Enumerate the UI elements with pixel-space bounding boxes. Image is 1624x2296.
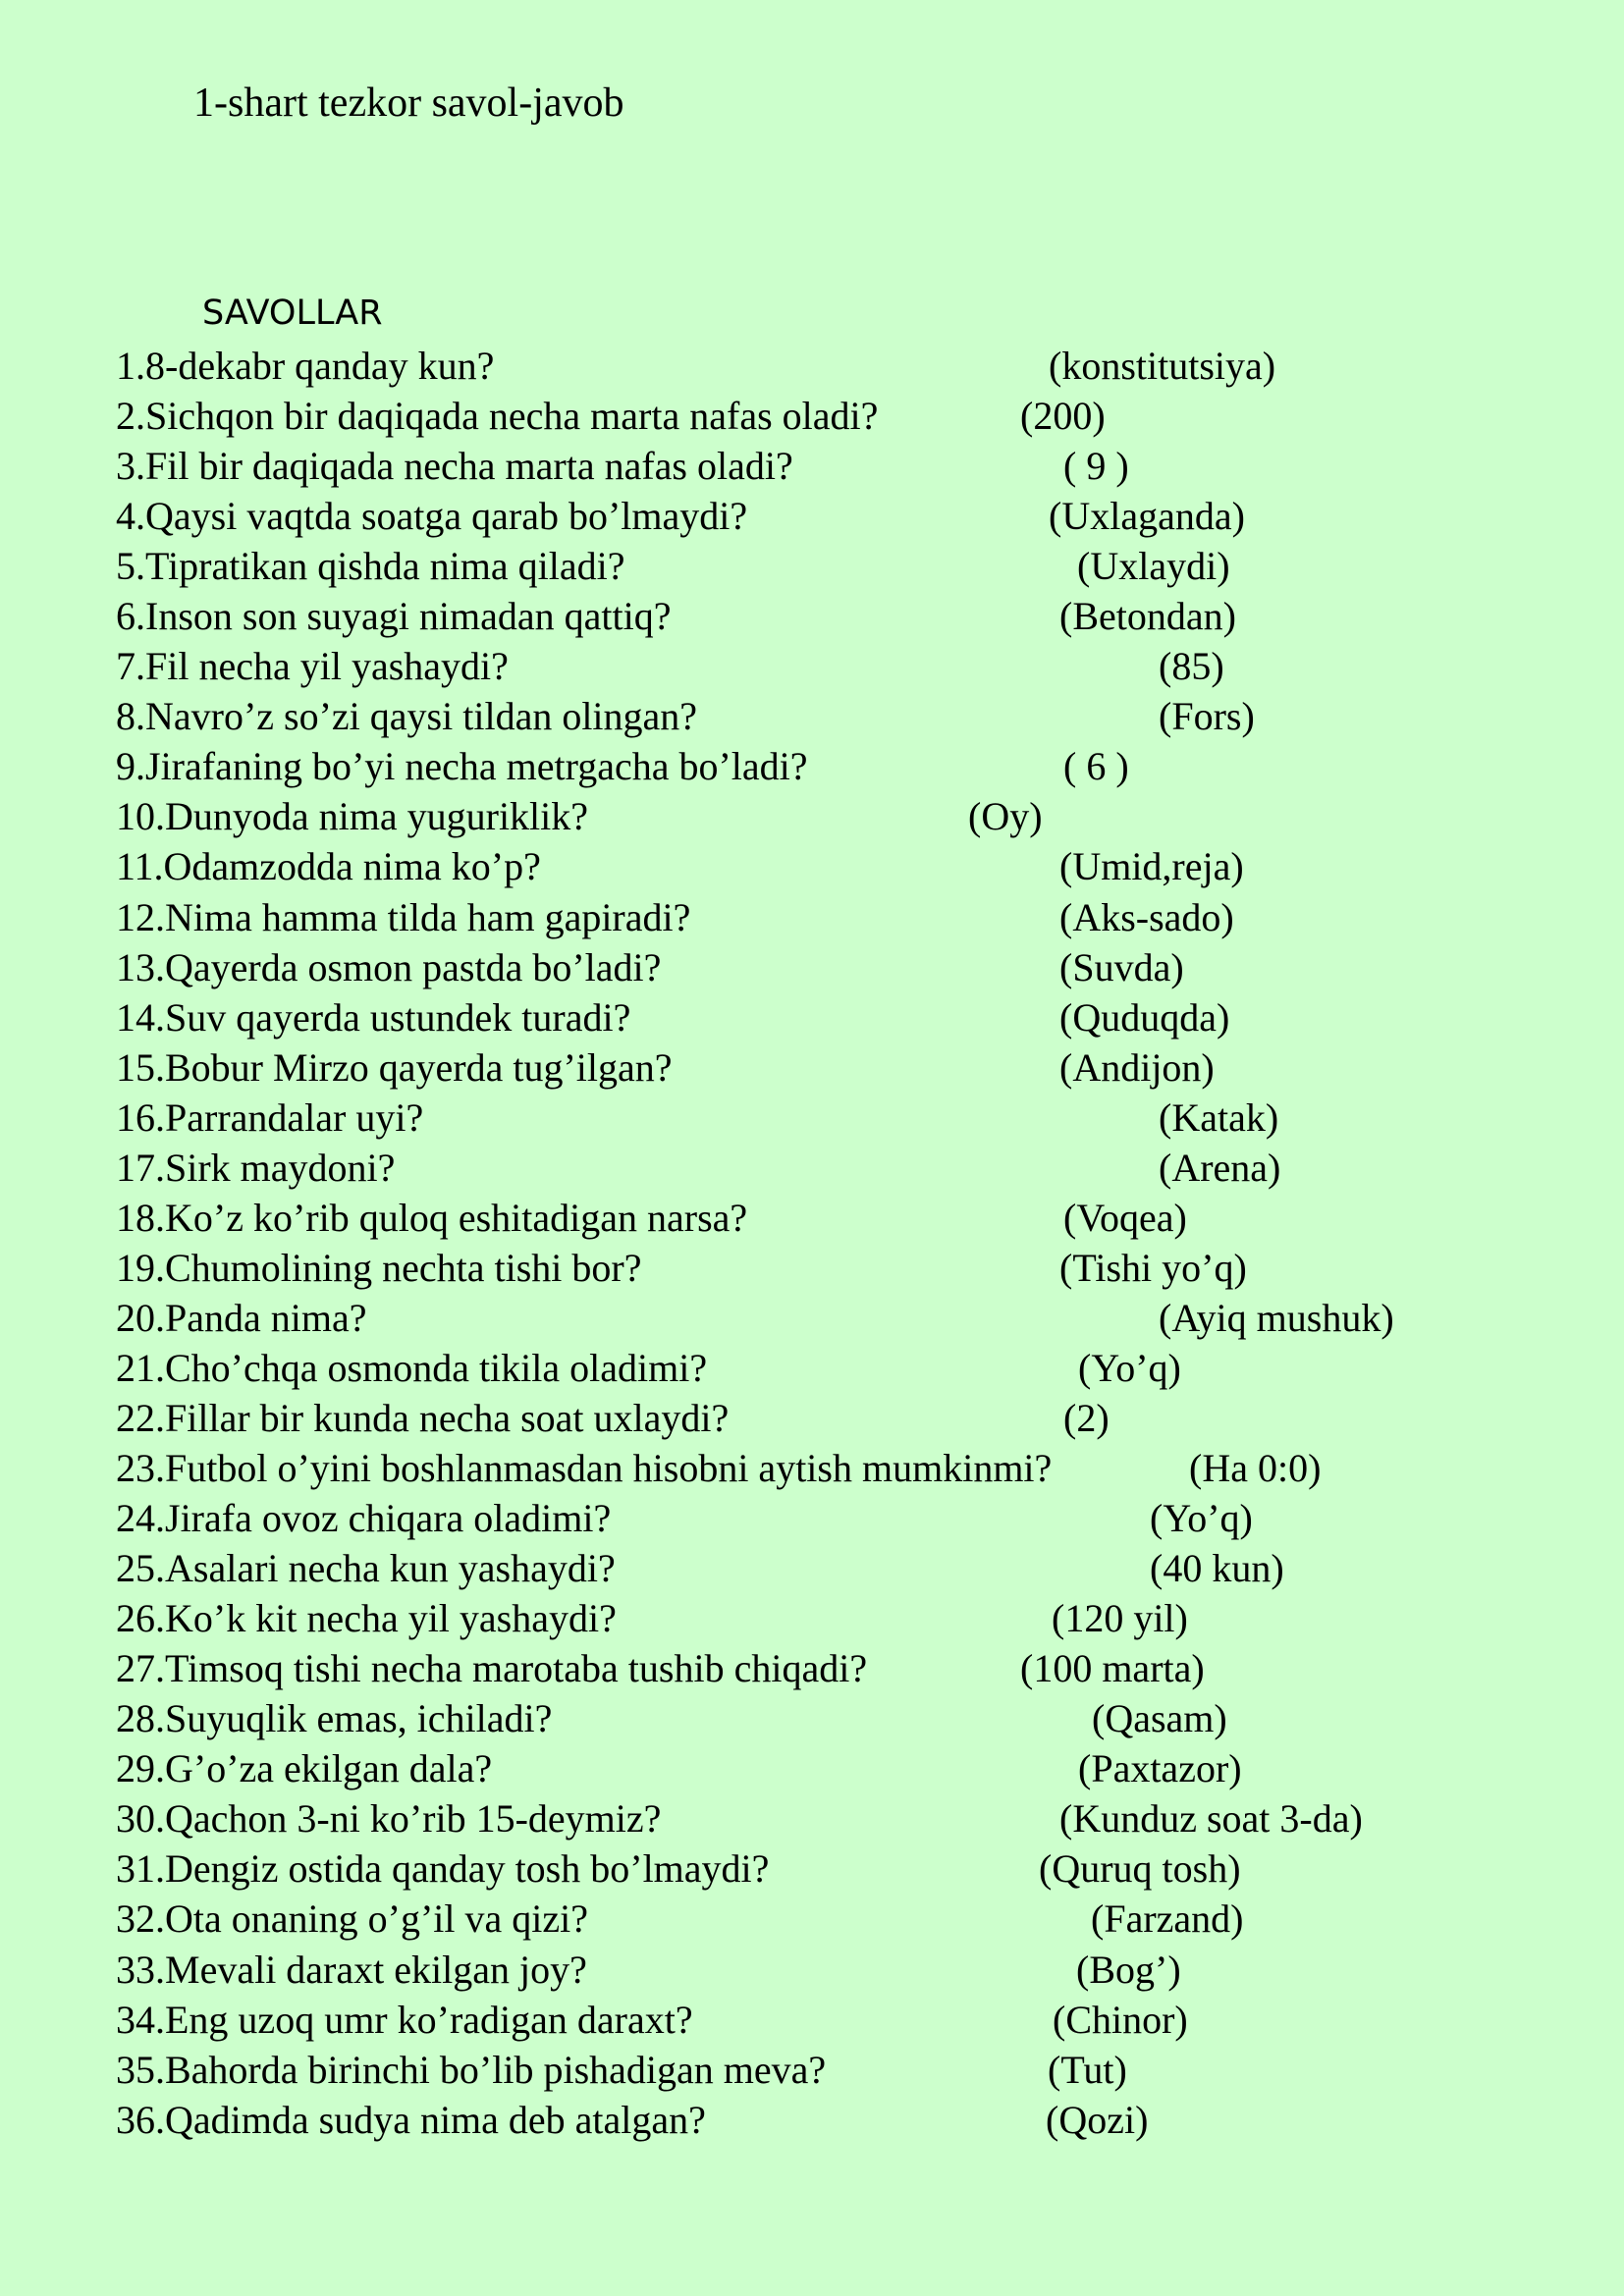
answer-text: (Arena) [1159, 1145, 1281, 1190]
list-item [116, 741, 1510, 791]
list-item [116, 992, 1510, 1042]
answer-text: (Uxlaydi) [1077, 544, 1230, 589]
question-text: 33.Mevali daraxt ekilgan joy? [116, 1947, 587, 1992]
list-item [116, 441, 1510, 491]
answer-text: ( 9 ) [1063, 444, 1129, 489]
list-item [116, 1693, 1510, 1743]
answer-text: (Fors) [1159, 694, 1255, 739]
list-item [116, 1443, 1510, 1493]
question-text: 8.Navro’z so’zi qaysi tildan olingan? [116, 694, 698, 739]
question-text: 6.Inson son suyagi nimadan qattiq? [116, 594, 672, 639]
question-text: 13.Qayerda osmon pastda bo’ladi? [116, 944, 662, 989]
list-item [116, 1593, 1510, 1643]
answer-text: (Paxtazor) [1078, 1746, 1242, 1791]
question-text: 17.Sirk maydoni? [116, 1145, 396, 1190]
question-text: 1.8-dekabr qanday kun? [116, 344, 495, 388]
question-text: 18.Ko’z ko’rib quloq eshitadigan narsa? [116, 1195, 748, 1240]
question-text: 3.Fil bir daqiqada necha marta nafas oladi? [116, 444, 793, 489]
answer-text: (Kunduz soat 3-da) [1059, 1796, 1363, 1842]
list-item [116, 892, 1510, 942]
question-text: 14.Suv qayerda ustundek turadi? [116, 994, 631, 1040]
question-text: 15.Bobur Mirzo qayerda tug’ilgan? [116, 1044, 673, 1090]
question-text: 35.Bahorda birinchi bo’lib pishadigan meva? [116, 2047, 827, 2092]
list-item [116, 1643, 1510, 1693]
question-text: 21.Cho’chqa osmonda tikila oladimi? [116, 1345, 708, 1390]
question-list [116, 341, 1510, 2145]
question-text: 27.Timsoq tishi necha marotaba tushib chiqadi? [116, 1646, 868, 1691]
question-text: 28.Suyuqlik emas, ichiladi? [116, 1696, 553, 1741]
answer-text: (Umid,reja) [1059, 844, 1244, 889]
answer-text: (Yo’q) [1150, 1496, 1253, 1541]
question-text: 10.Dunyoda nima yuguriklik? [116, 794, 589, 839]
answer-text: (Ha 0:0) [1189, 1446, 1322, 1491]
list-item [116, 591, 1510, 641]
list-item [116, 1042, 1510, 1093]
question-text: 31.Dengiz ostida qanday tosh bo’lmaydi? [116, 1846, 770, 1892]
answer-text: (Betondan) [1059, 594, 1236, 639]
question-text: 36.Qadimda sudya nima deb atalgan? [116, 2097, 706, 2142]
answer-text: (Farzand) [1091, 1896, 1244, 1942]
question-text: 7.Fil necha yil yashaydi? [116, 644, 509, 689]
question-text: 32.Ota onaning o’g’il va qizi? [116, 1896, 588, 1942]
list-item [116, 1393, 1510, 1443]
answer-text: (Tut) [1048, 2047, 1127, 2092]
list-item [116, 1995, 1510, 2045]
list-item [116, 942, 1510, 992]
answer-text: (Ayiq mushuk) [1159, 1295, 1394, 1340]
list-item [116, 841, 1510, 891]
answer-text: (Quruq tosh) [1039, 1846, 1241, 1892]
answer-text: (Aks-sado) [1059, 894, 1234, 939]
list-item [116, 2045, 1510, 2095]
question-text: 11.Odamzodda nima ko’p? [116, 844, 541, 889]
list-item [116, 391, 1510, 441]
question-text: 24.Jirafa ovoz chiqara oladimi? [116, 1496, 612, 1541]
list-item [116, 1945, 1510, 1995]
list-item [116, 1243, 1510, 1293]
answer-text: (200) [1020, 394, 1106, 439]
answer-text: (2) [1063, 1395, 1110, 1440]
list-item [116, 1293, 1510, 1343]
answer-text: ( 6 ) [1063, 744, 1129, 789]
list-item [116, 1143, 1510, 1193]
list-item [116, 1743, 1510, 1793]
list-item [116, 1093, 1510, 1143]
answer-text: (Andijon) [1059, 1044, 1215, 1090]
section-heading: SAVOLLAR [202, 294, 383, 333]
list-item [116, 641, 1510, 691]
answer-text: (40 kun) [1150, 1546, 1284, 1591]
answer-text: (Suvda) [1059, 944, 1184, 989]
answer-text: (120 yil) [1052, 1596, 1188, 1641]
answer-text: (Bog’) [1076, 1947, 1181, 1992]
question-text: 26.Ko’k kit necha yil yashaydi? [116, 1596, 617, 1641]
answer-text: (Yo’q) [1078, 1345, 1181, 1390]
question-text: 20.Panda nima? [116, 1295, 367, 1340]
question-text: 16.Parrandalar uyi? [116, 1095, 424, 1140]
list-item [116, 491, 1510, 541]
question-text: 30.Qachon 3-ni ko’rib 15-deymiz? [116, 1796, 662, 1842]
answer-text: (Voqea) [1063, 1195, 1187, 1240]
list-item [116, 541, 1510, 591]
list-item [116, 1843, 1510, 1894]
question-text: 23.Futbol o’yini boshlanmasdan hisobni aytish mumkinmi? [116, 1446, 1053, 1491]
list-item [116, 1343, 1510, 1393]
answer-text: (Uxlaganda) [1049, 494, 1245, 539]
list-item [116, 1894, 1510, 1944]
question-text: 25.Asalari necha kun yashaydi? [116, 1546, 616, 1591]
question-text: 19.Chumolining nechta tishi bor? [116, 1245, 642, 1290]
answer-text: (Oy) [968, 794, 1043, 839]
answer-text: (Quduqda) [1059, 994, 1230, 1040]
question-text: 34.Eng uzoq umr ko’radigan daraxt? [116, 1997, 693, 2042]
list-item [116, 2095, 1510, 2145]
list-item [116, 1493, 1510, 1543]
question-text: 4.Qaysi vaqtda soatga qarab bo’lmaydi? [116, 494, 748, 539]
question-text: 29.G’o’za ekilgan dala? [116, 1746, 493, 1791]
question-text: 22.Fillar bir kunda necha soat uxlaydi? [116, 1395, 730, 1440]
list-item [116, 1793, 1510, 1843]
answer-text: (Katak) [1159, 1095, 1279, 1140]
list-item [116, 791, 1510, 841]
question-text: 5.Tipratikan qishda nima qiladi? [116, 544, 625, 589]
answer-text: (Qasam) [1092, 1696, 1227, 1741]
list-item [116, 1543, 1510, 1593]
answer-text: (Tishi yo’q) [1059, 1245, 1247, 1290]
question-text: 12.Nima hamma tilda ham gapiradi? [116, 894, 691, 939]
answer-text: (Qozi) [1046, 2097, 1149, 2142]
answer-text: (konstitutsiya) [1049, 344, 1276, 388]
list-item [116, 341, 1510, 391]
list-item [116, 691, 1510, 741]
question-text: 9.Jirafaning bo’yi necha metrgacha bo’ladi? [116, 744, 808, 789]
list-item [116, 1193, 1510, 1243]
page-title: 1-shart tezkor savol-javob [193, 80, 624, 126]
question-text: 2.Sichqon bir daqiqada necha marta nafas oladi? [116, 394, 879, 439]
answer-text: (100 marta) [1020, 1646, 1205, 1691]
answer-text: (85) [1159, 644, 1224, 689]
answer-text: (Chinor) [1053, 1997, 1188, 2042]
